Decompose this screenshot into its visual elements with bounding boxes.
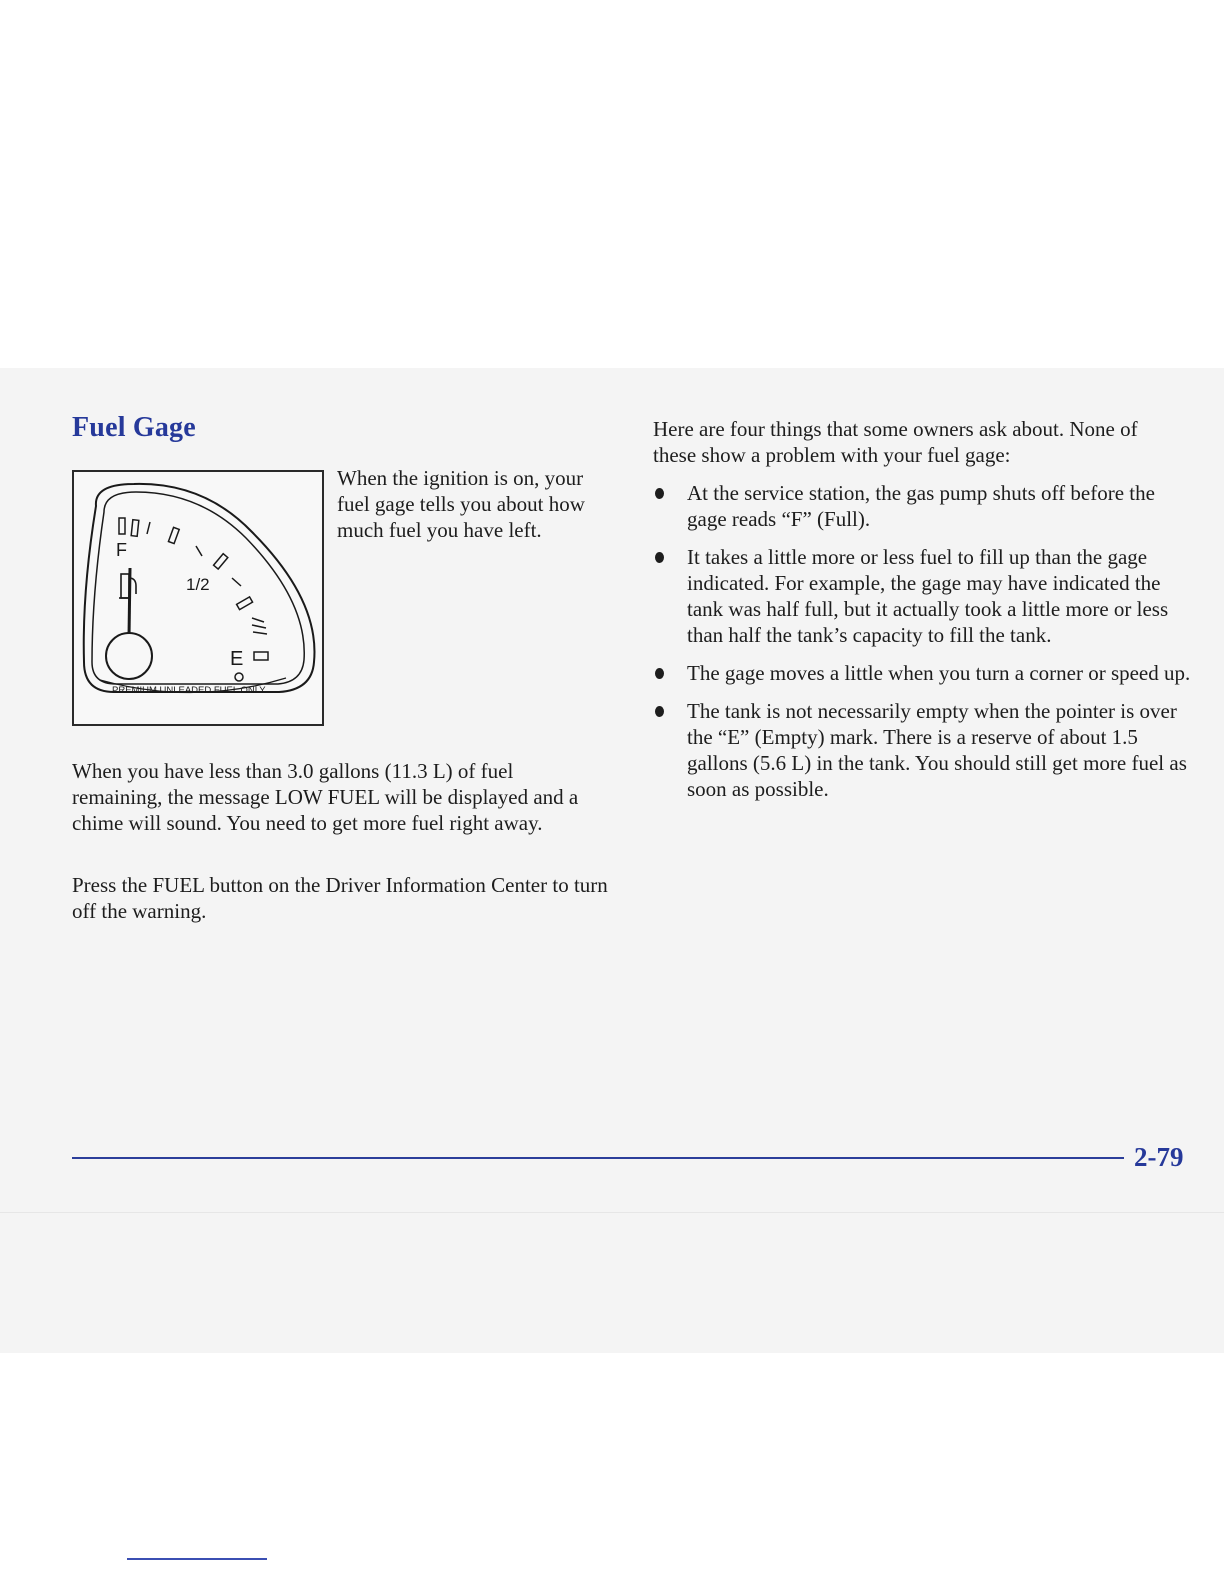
- tick-mark: [253, 632, 267, 634]
- faint-divider: [0, 1212, 1224, 1213]
- bolt-icon: [235, 673, 243, 681]
- list-item-text: At the service station, the gas pump shuts off before the gage reads “F” (Full).: [687, 481, 1155, 531]
- list-item-text: The gage moves a little when you turn a corner or speed up.: [687, 661, 1191, 685]
- list-item: [653, 698, 1193, 802]
- fuel-gauge-illustration: [74, 472, 322, 724]
- tick-mark: [147, 522, 150, 534]
- page-number: 2-79: [1134, 1142, 1184, 1172]
- low-fuel-paragraph: When you have less than 3.0 gallons (11.3 L) of fuel remaining, the message LOW FUEL will be displayed and a chime will sound. You need to get more fuel right away.: [72, 759, 579, 835]
- bullet-icon: [655, 668, 664, 679]
- half-label: 1/2: [186, 575, 210, 594]
- list-item: [653, 544, 1193, 648]
- tick-mark: [119, 518, 125, 534]
- bullet-icon: [655, 706, 664, 717]
- list-item-text: The tank is not necessarily empty when the pointer is over the “E” (Empty) mark. There is a reserve of about 1.5 gallons (5.6 L) in the tank. You should still get more fuel as soon as possible.: [687, 699, 1187, 801]
- gauge-needle-hub: [106, 633, 152, 679]
- fuel-gauge-figure: [72, 470, 324, 726]
- tick-mark: [214, 554, 228, 569]
- fuel-notice-text: PREMIUM UNLEADED FUEL ONLY: [112, 685, 266, 696]
- gauge-description: When the ignition is on, your fuel gage tells you about how much fuel you have left.: [337, 466, 585, 542]
- low-fuel-indicator-icon: [254, 652, 268, 660]
- list-item: [653, 480, 1193, 532]
- tick-mark: [252, 618, 264, 622]
- gauge-needle: [129, 568, 130, 637]
- tick-mark: [232, 578, 241, 586]
- full-label: F: [116, 540, 127, 560]
- empty-label: E: [230, 648, 244, 670]
- tick-mark: [168, 527, 179, 543]
- list-item: [653, 660, 1193, 686]
- tick-mark: [237, 597, 253, 610]
- owner-questions-list: [653, 480, 1193, 814]
- bottom-link-underline[interactable]: [127, 1558, 267, 1560]
- tick-mark: [131, 520, 139, 537]
- footer-rule: [72, 1157, 1124, 1159]
- bullet-icon: [655, 552, 664, 563]
- fuel-pump-icon: [119, 574, 136, 598]
- tick-mark: [252, 625, 266, 628]
- section-heading: Fuel Gage: [72, 412, 196, 443]
- intro-paragraph: Here are four things that some owners ask about. None of these show a problem with your fuel gage:: [653, 417, 1138, 467]
- list-item-text: It takes a little more or less fuel to fill up than the gage indicated. For example, the gage may have indicated the tank was half full, but it actually took a little more or less than half the tank’s capacity to fill the tank.: [687, 545, 1169, 647]
- bullet-icon: [655, 488, 664, 499]
- fuel-button-paragraph: Press the FUEL button on the Driver Information Center to turn off the warning.: [72, 873, 608, 923]
- tick-mark: [196, 546, 202, 556]
